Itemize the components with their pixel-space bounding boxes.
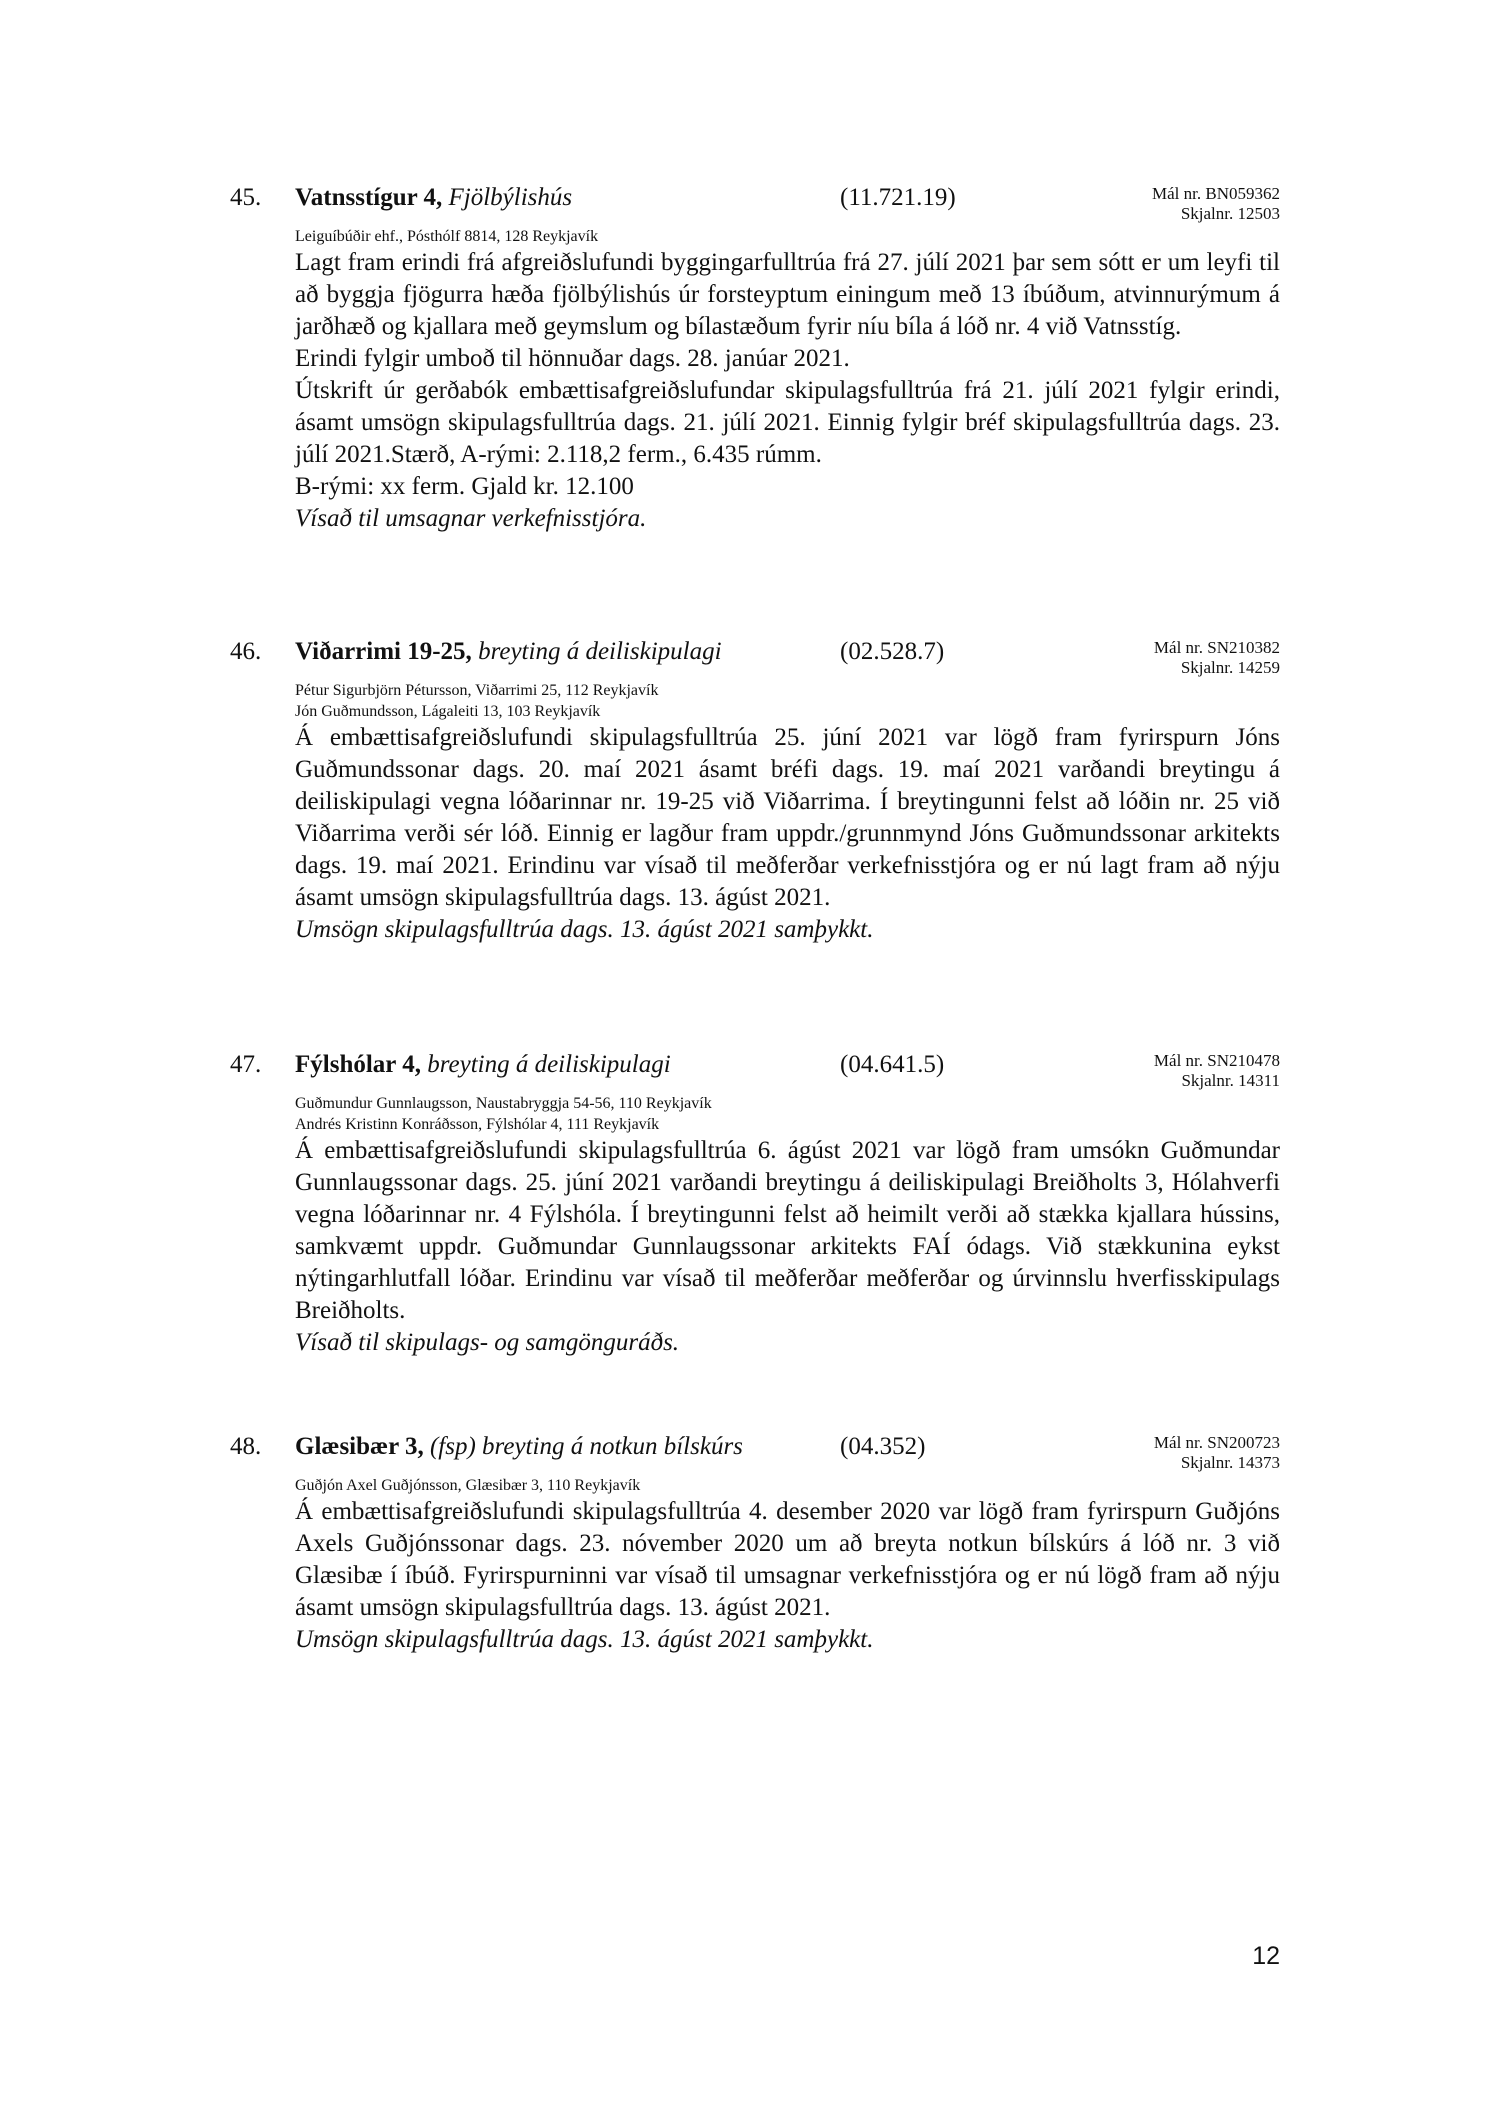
item-paragraph: B-rými: xx ferm. Gjald kr. 12.100 xyxy=(295,473,634,500)
agenda-item-45 xyxy=(230,184,1280,535)
item-paragraph: Á embættisafgreiðslufundi skipulagsfulltrúa 6. ágúst 2021 var lögð fram umsókn Guðmundar Gunnlaugssonar dags. 25. júní 2021 varðandi breytingu á deiliskipulagi Breiðholts 3, Hólahverfi vegna lóðarinnar nr. 4 Fýlshóla. Í breytingunni felst að heimilt verði að stækka kjallara hússins, samkvæmt uppdr. Guðmundar Gunnlaugssonar arkitekts FAÍ ódags. Við stækkunina eykst nýtingarhlutfall lóðar. Erindinu var vísað til meðferðar meðferðar og úrvinnslu hverfisskipulags Breiðholts. xyxy=(295,1137,1280,1324)
item-paragraph: Erindi fylgir umboð til hönnuðar dags. 28. janúar 2021. xyxy=(295,345,850,372)
item-decision: Umsögn skipulagsfulltrúa dags. 13. ágúst 2021 samþykkt. xyxy=(295,1626,874,1653)
item-number: 45. xyxy=(230,184,262,211)
document-number: Skjalnr. 14311 xyxy=(1181,1071,1280,1090)
document-number: Skjalnr. 12503 xyxy=(1180,204,1280,223)
item-title-italic: (fsp) breyting á notkun bílskúrs xyxy=(429,1433,743,1460)
case-number: Mál nr. SN210478 xyxy=(1153,1051,1280,1070)
item-title-italic: breyting á deiliskipulagi xyxy=(427,1051,671,1078)
item-body xyxy=(295,722,1280,946)
item-header xyxy=(230,638,1280,692)
item-reference: (02.528.7) xyxy=(840,638,945,665)
item-title-bold: Viðarrimi 19-25, xyxy=(295,638,472,665)
item-paragraph: Á embættisafgreiðslufundi skipulagsfulltrúa 25. júní 2021 var lögð fram fyrirspurn Jóns Guðmundssonar dags. 20. maí 2021 ásamt bréfi dags. 19. maí 2021 varðandi breytingu á deiliskipulagi vegna lóðarinnar nr. 19-25 við Viðarrima. Í breytingunni felst að lóðin nr. 25 við Viðarrima verði sér lóð. Einnig er lagður fram uppdr./grunnmynd Jóns Guðmundssonar arkitekts dags. 19. maí 2021. Erindinu var vísað til meðferðar verkefnisstjóra og er nú lagt fram að nýju ásamt umsögn skipulagsfulltrúa dags. 13. ágúst 2021. xyxy=(295,724,1280,911)
applicant: Jón Guðmundsson, Lágaleiti 13, 103 Reykjavík xyxy=(295,703,601,720)
item-paragraph: Á embættisafgreiðslufundi skipulagsfulltrúa 4. desember 2020 var lögð fram fyrirspurn Guðjóns Axels Guðjónssonar dags. 23. nóvember 2020 um að breyta notkun bílskúrs á lóð nr. 3 við Glæsibæ í íbúð. Fyrirspurninni var vísað til umsagnar verkefnisstjóra og er nú lögð fram að nýju ásamt umsögn skipulagsfulltrúa dags. 13. ágúst 2021. xyxy=(295,1498,1280,1621)
item-header xyxy=(230,1051,1280,1105)
case-number: Mál nr. SN210382 xyxy=(1153,638,1280,657)
item-title-bold: Glæsibær 3, xyxy=(295,1433,424,1460)
applicant: Andrés Kristinn Konráðsson, Fýlshólar 4, 111 Reykjavík xyxy=(295,1116,660,1133)
item-case-info xyxy=(1154,638,1280,678)
item-title xyxy=(295,1433,743,1461)
item-title-bold: Fýlshólar 4, xyxy=(295,1051,421,1078)
applicant: Leiguíbúðir ehf., Pósthólf 8814, 128 Reykjavík xyxy=(295,228,599,245)
item-header xyxy=(230,184,1280,238)
item-case-info xyxy=(1152,184,1280,224)
case-number: Mál nr. BN059362 xyxy=(1152,184,1280,203)
item-decision: Vísað til skipulags- og samgönguráðs. xyxy=(295,1329,680,1356)
item-body xyxy=(295,247,1280,535)
item-number: 47. xyxy=(230,1051,262,1078)
page-number: 12 xyxy=(1252,1942,1280,1970)
item-title-italic: breyting á deiliskipulagi xyxy=(478,638,722,665)
item-number: 48. xyxy=(230,1433,262,1460)
item-case-info xyxy=(1154,1051,1280,1091)
item-title-italic: Fjölbýlishús xyxy=(448,184,573,211)
document-number: Skjalnr. 14373 xyxy=(1180,1453,1280,1472)
applicant: Guðjón Axel Guðjónsson, Glæsibær 3, 110 Reykjavík xyxy=(295,1477,641,1494)
agenda-item-48 xyxy=(230,1433,1280,1656)
item-title xyxy=(295,184,572,212)
item-title-bold: Vatnsstígur 4, xyxy=(295,184,443,211)
agenda-item-46 xyxy=(230,638,1280,946)
item-decision: Vísað til umsagnar verkefnisstjóra. xyxy=(295,505,647,532)
item-body xyxy=(295,1135,1280,1359)
item-reference: (04.641.5) xyxy=(840,1051,945,1078)
item-reference: (04.352) xyxy=(840,1433,926,1460)
item-paragraph: Útskrift úr gerðabók embættisafgreiðslufundar skipulagsfulltrúa frá 21. júlí 2021 fylgir erindi, ásamt umsögn skipulagsfulltrúa dags. 21. júlí 2021. Einnig fylgir bréf skipulagsfulltrúa dags. 23. júlí 2021.Stærð, A-rými: 2.118,2 ferm., 6.435 rúmm. xyxy=(295,377,1280,468)
applicant: Guðmundur Gunnlaugsson, Naustabryggja 54-56, 110 Reykjavík xyxy=(295,1095,712,1112)
document-number: Skjalnr. 14259 xyxy=(1180,658,1280,677)
item-body xyxy=(295,1496,1280,1656)
item-case-info xyxy=(1154,1433,1280,1473)
agenda-item-47 xyxy=(230,1051,1280,1359)
item-number: 46. xyxy=(230,638,262,665)
item-title xyxy=(295,1051,671,1079)
item-paragraph: Lagt fram erindi frá afgreiðslufundi byggingarfulltrúa frá 27. júlí 2021 þar sem sótt er um leyfi til að byggja fjögurra hæða fjölbýlishús úr forsteyptum einingum með 13 íbúðum, atvinnurýmum á jarðhæð og kjallara með geymslum og bílastæðum fyrir níu bíla á lóð nr. 4 við Vatnsstíg. xyxy=(295,249,1280,340)
case-number: Mál nr. SN200723 xyxy=(1153,1433,1280,1452)
item-decision: Umsögn skipulagsfulltrúa dags. 13. ágúst 2021 samþykkt. xyxy=(295,916,874,943)
item-title xyxy=(295,638,722,666)
item-header xyxy=(230,1433,1280,1487)
applicant: Pétur Sigurbjörn Pétursson, Viðarrimi 25, 112 Reykjavík xyxy=(295,682,659,699)
item-reference: (11.721.19) xyxy=(840,184,956,211)
